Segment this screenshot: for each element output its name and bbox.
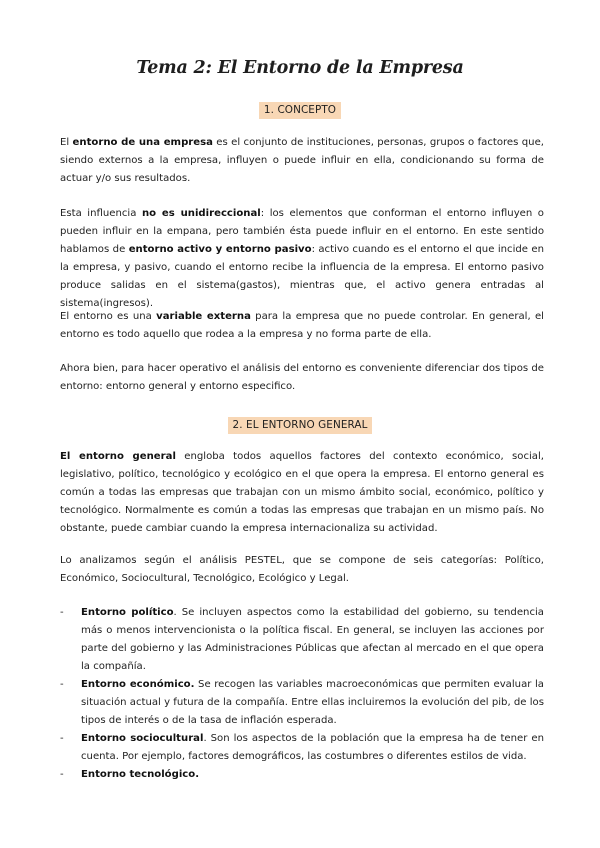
paragraph-tipos-entorno: Ahora bien, para hacer operativo el análisis del entorno es conveniente diferenciar dos tipos de entorno: entorno general y entorno especifico. <box>60 363 544 392</box>
section-heading-label: 1. CONCEPTO <box>259 102 341 119</box>
bullet-dash: - <box>60 679 64 690</box>
document-title: Tema 2: El Entorno de la Empresa <box>136 58 464 78</box>
bullet-dash: - <box>60 733 64 744</box>
section-heading-concepto <box>0 98 600 119</box>
paragraph-variable-externa: El entorno es una variable externa para la empresa que no puede controlar. En general, el entorno es todo aquello que rodea a la empresa y no forma parte de ella. <box>60 311 544 340</box>
paragraph-entorno-general: El entorno general engloba todos aquellos factores del contexto económico, social, legislativo, político, tecnológico y ecológico en el que opera la empresa. El entorno general es común a todas las empresas que trabajan con un mismo ámbito social, económico, político y tecnológico. Normalmente es común a todas las empresas que trabajan en un mismo país. No obstante, puede cambiar cuando la empresa internacionaliza su actividad. <box>60 451 545 534</box>
section-heading-label: 2. EL ENTORNO GENERAL <box>228 417 373 434</box>
section-heading-entorno-general <box>0 413 600 434</box>
list-item: - Entorno político. Se incluyen aspectos como la estabilidad del gobierno, su tendencia más o menos intervencionista o la política fiscal. En general, se incluyen las acciones por parte del gobierno y las Administraciones Públicas que afectan al mercado en el que opera la compañía. <box>60 604 544 676</box>
paragraph-pestel: Lo analizamos según el análisis PESTEL, que se compone de seis categorías: Político, Económico, Sociocultural, Tecnológico, Ecológico y Legal. <box>60 555 544 584</box>
paragraph-definicion: El entorno de una empresa es el conjunto de instituciones, personas, grupos o factores que, siendo externos a la empresa, influyen o puede influir en ella, condicionando su forma de actuar y/o sus resultados. <box>60 137 544 184</box>
pestel-list <box>60 604 544 784</box>
paragraph-influencia: Esta influencia no es unidireccional: los elementos que conforman el entorno influyen o pueden influir en la empana, pero también ésta puede influir en el entorno. En este sentido hablamos de entorno activo y entorno pasivo: activo cuando es el entorno el que incide en la empresa, y pasivo, cuando el entorno recibe la influencia de la empresa. El entorno pasivo produce salidas en el sistema(gastos), mientras que, el activo genera entradas al sistema(ingresos). <box>60 208 545 309</box>
bullet-dash: - <box>60 607 64 618</box>
list-item: - Entorno tecnológico. <box>60 766 544 784</box>
list-item: - Entorno económico. Se recogen las variables macroeconómicas que permiten evaluar la situación actual y futura de la compañía. Entre ellas incluiremos la evolución del pib, de los tipos de interés o de la tasa de inflación esperada. <box>60 676 544 730</box>
bullet-dash: - <box>60 769 64 780</box>
list-item: - Entorno sociocultural. Son los aspectos de la población que la empresa ha de tener en cuenta. Por ejemplo, factores demográficos, las costumbres o diferentes estilos de vida. <box>60 730 544 766</box>
